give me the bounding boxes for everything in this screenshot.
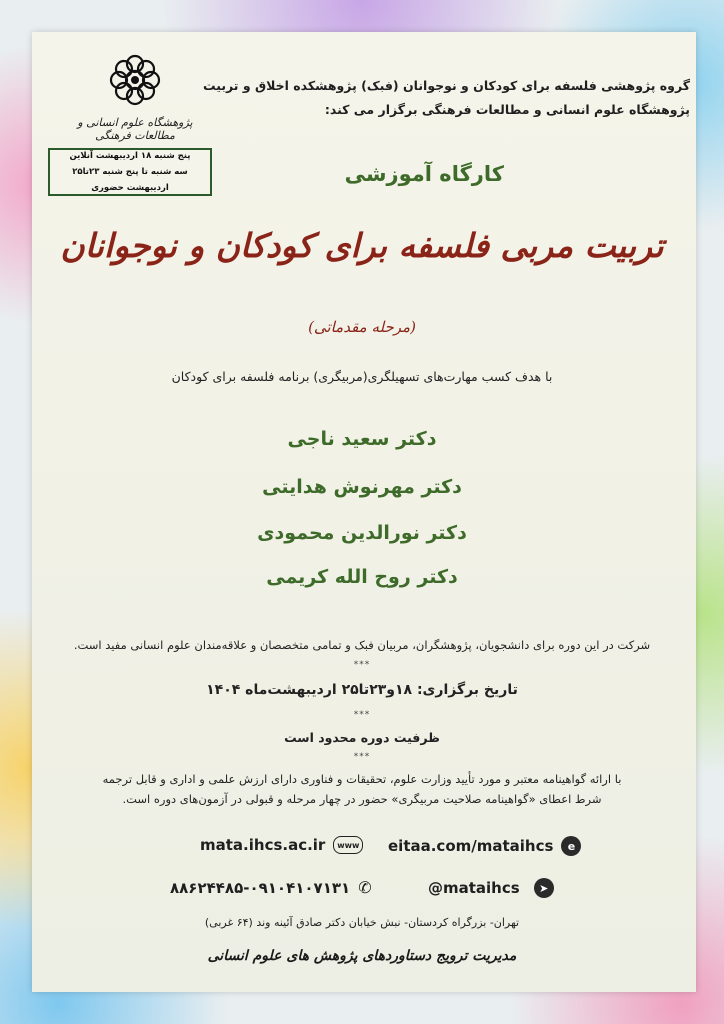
instructor-1: دکتر سعید ناجی: [287, 428, 437, 450]
footer-department: مدیریت ترویج دستاوردهای پژوهش های علوم انسانی: [207, 948, 517, 964]
workshop-title: تربیت مربی فلسفه برای کودکان و نوجوانان: [60, 226, 664, 265]
instructor-3: دکتر نورالدین محمودی: [257, 522, 467, 544]
certificate-text: با ارائه گواهینامه معتبر و مورد تأیید وزارت علوم، تحقیقات و فناوری دارای ارزش علمی و اداری و قابل ترجمه: [102, 772, 622, 786]
separator-3: ***: [353, 752, 371, 762]
logo-text: پژوهشگاه علوم انسانی و مطالعات فرهنگی: [77, 116, 193, 142]
organizer-line-1: گروه پژوهشی فلسفه برای کودکان و نوجوانان (فبک) پژوهشکده اخلاق و تربیت: [202, 78, 690, 93]
instructor-2: دکتر مهرنوش هدایتی: [262, 476, 462, 498]
eitaa-contact[interactable]: [388, 836, 581, 856]
website-link[interactable]: mata.ihcs.ac.ir: [200, 836, 326, 854]
workshop-label: کارگاه آموزشی: [344, 162, 504, 186]
phone-contact[interactable]: [170, 878, 372, 897]
website-contact[interactable]: [200, 836, 363, 854]
address: تهران- بزرگراه کردستان- نبش خیابان دکتر صادق آئینه وند (۶۴ غربی): [204, 916, 520, 929]
telegram-icon: ➤: [534, 878, 554, 898]
institute-logo: [60, 50, 210, 142]
rosette-logo-icon: [105, 50, 165, 110]
event-date: تاریخ برگزاری: ۱۸و۲۳تا۲۵ اردیبهشت‌ماه ۱۴۰۴: [206, 682, 518, 698]
schedule-box: [48, 148, 212, 196]
workshop-stage: (مرحله مقدماتی): [308, 318, 416, 336]
eitaa-link[interactable]: eitaa.com/mataihcs: [388, 837, 554, 855]
www-icon: www: [333, 836, 363, 854]
telegram-contact[interactable]: [428, 878, 554, 898]
schedule-online: پنج شنبه ۱۸ اردیبهشت آنلاین: [69, 151, 191, 161]
organizer-line-2: پژوهشگاه علوم انسانی و مطالعات فرهنگی برگزار می کند:: [324, 102, 690, 117]
separator-2: ***: [353, 710, 371, 720]
separator-1: ***: [353, 660, 371, 670]
phone-icon: ✆: [358, 878, 372, 897]
capacity-note: ظرفیت دوره محدود است: [284, 730, 440, 745]
certificate-condition: شرط اعطای «گواهینامه صلاحیت مربیگری» حضور در چهار مرحله و قبولی در آزمون‌های دوره است.: [122, 792, 602, 806]
telegram-handle[interactable]: @mataihcs: [428, 879, 520, 897]
schedule-in-person: سه شنبه تا پنج شنبه ۲۳تا۲۵ اردیبهشت حضوری: [72, 167, 188, 193]
workshop-goal: با هدف کسب مهارت‌های تسهیلگری(مربیگری) برنامه فلسفه برای کودکان: [171, 369, 553, 384]
phone-numbers[interactable]: ۸۸۶۲۴۴۸۵-۰۹۱۰۴۱۰۷۱۳۱: [170, 878, 351, 897]
eitaa-icon: e: [561, 836, 581, 856]
instructor-4: دکتر روح الله کریمی: [266, 566, 458, 588]
participation-text: شرکت در این دوره برای دانشجویان، پژوهشگران، مربیان فبک و تمامی متخصصان و علاقه‌مندان علوم انسانی مفید است.: [73, 638, 651, 652]
